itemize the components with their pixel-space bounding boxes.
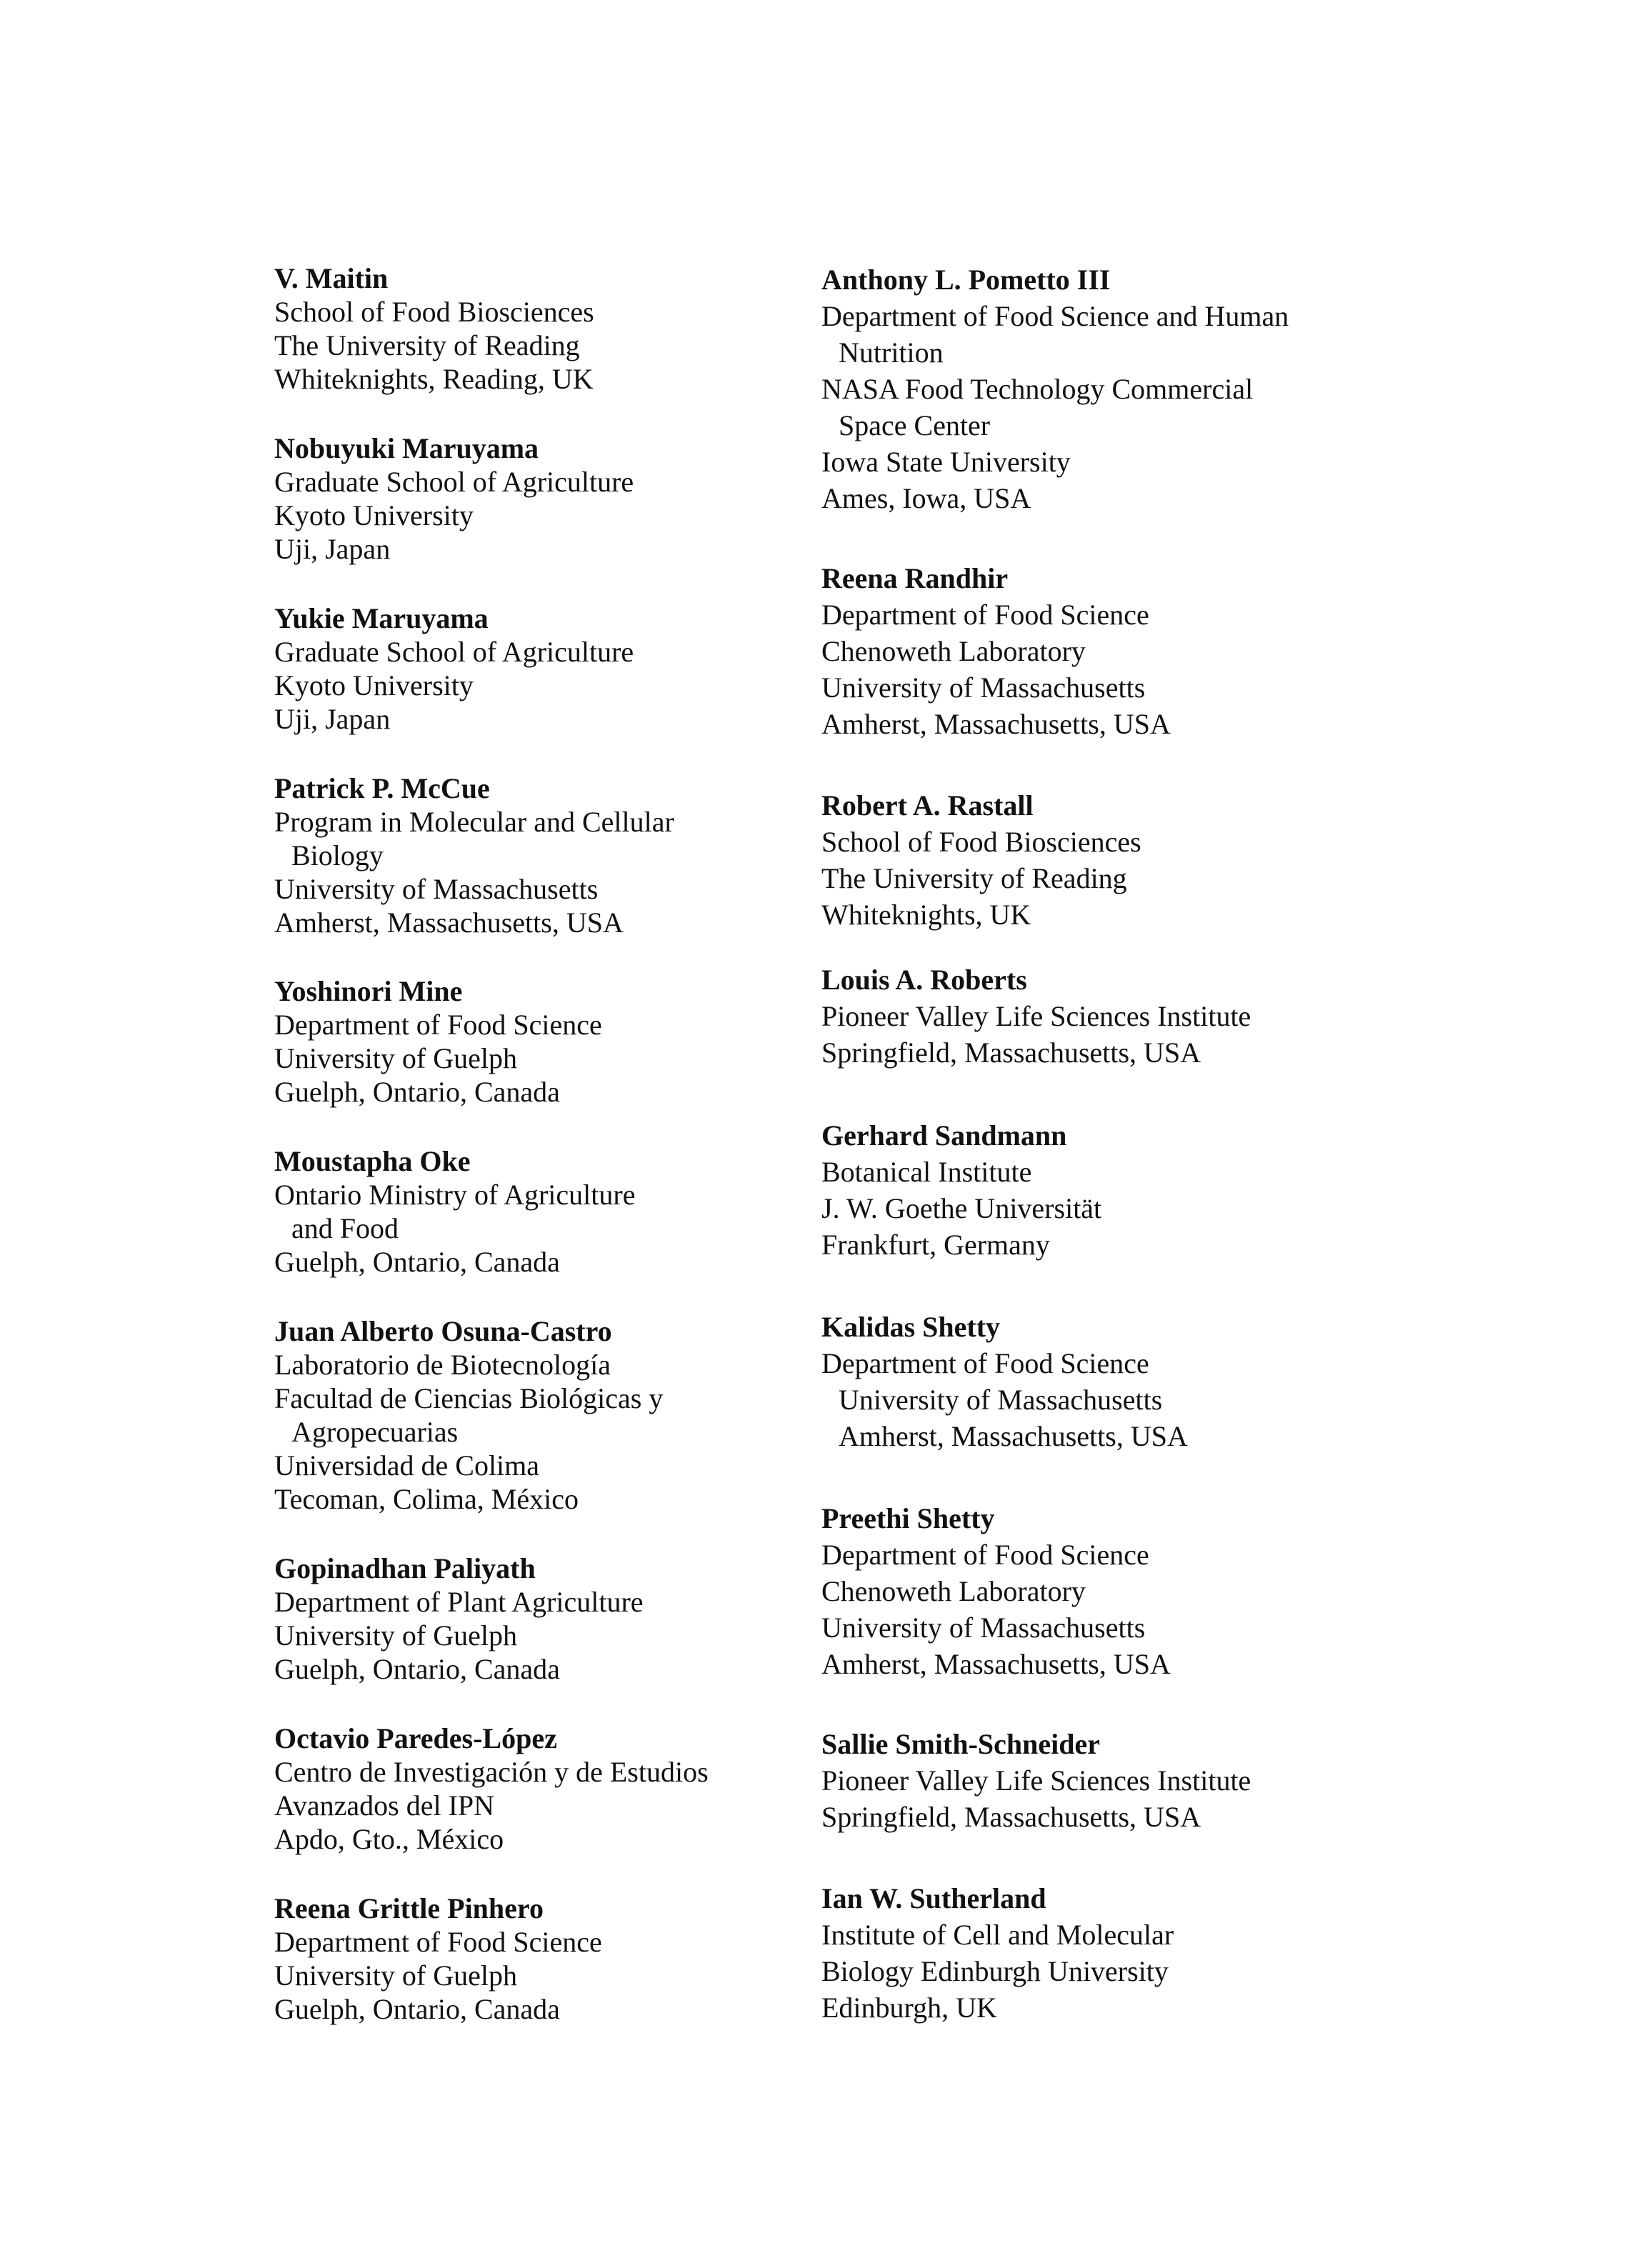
contributor-entry: [274, 1552, 789, 1686]
affiliation-line: Agropecuarias: [291, 1416, 459, 1448]
contributor-entry: [821, 1726, 1393, 1835]
affiliation-line: The University of Reading: [821, 862, 1127, 894]
affiliation-line: Universidad de Colima: [274, 1449, 540, 1482]
contributor-name: Kalidas Shetty: [821, 1311, 1001, 1343]
affiliation-line: Department of Food Science: [274, 1009, 602, 1041]
affiliation-line: Guelph, Ontario, Canada: [274, 1653, 560, 1685]
contributor-entry: [821, 787, 1393, 933]
contributor-entry: [274, 1722, 789, 1856]
affiliation-line: Pioneer Valley Life Sciences Institute: [821, 1000, 1251, 1032]
affiliation-line: Ontario Ministry of Agriculture: [274, 1179, 636, 1211]
affiliation-line: Iowa State University: [821, 446, 1071, 478]
contributor-name: Juan Alberto Osuna-Castro: [274, 1315, 612, 1347]
contributor-name: Preethi Shetty: [821, 1502, 995, 1534]
affiliation-line: Department of Food Science: [274, 1926, 602, 1958]
contributor-entry: [274, 261, 789, 396]
contributor-name: V. Maitin: [274, 262, 389, 294]
contributor-name: Patrick P. McCue: [274, 772, 490, 804]
affiliation-line: Ames, Iowa, USA: [821, 482, 1031, 514]
contributor-entry: [821, 261, 1393, 516]
affiliation-line: Department of Food Science: [821, 599, 1149, 631]
affiliation-line: and Food: [291, 1212, 399, 1244]
affiliation-line: Whiteknights, Reading, UK: [274, 363, 594, 395]
contributor-name: Anthony L. Pometto III: [821, 264, 1111, 296]
affiliation-line: Kyoto University: [274, 499, 474, 531]
contributor-name: Yukie Maruyama: [274, 602, 489, 634]
affiliation-line: University of Massachusetts: [821, 1612, 1146, 1644]
affiliation-line: Department of Food Science and Human: [821, 300, 1289, 332]
affiliation-line: Institute of Cell and Molecular: [821, 1919, 1174, 1951]
contributor-entry: [821, 1880, 1393, 2026]
affiliation-line: University of Guelph: [274, 1619, 517, 1652]
affiliation-line: Amherst, Massachusetts, USA: [839, 1420, 1188, 1452]
affiliation-line: University of Massachusetts: [274, 873, 599, 905]
affiliation-line: Graduate School of Agriculture: [274, 636, 634, 668]
affiliation-line: Tecoman, Colima, México: [274, 1483, 579, 1515]
contributor-entry: [274, 1314, 789, 1516]
affiliation-line: Edinburgh, UK: [821, 1992, 997, 2024]
contributor-name: Octavio Paredes-López: [274, 1722, 557, 1754]
affiliation-line: Uji, Japan: [274, 533, 391, 565]
contributor-entry: [821, 961, 1393, 1071]
contributor-entry: [274, 1892, 789, 2026]
affiliation-line: Biology: [291, 839, 384, 871]
affiliation-line: Frankfurt, Germany: [821, 1229, 1050, 1261]
affiliation-line: University of Massachusetts: [821, 671, 1146, 704]
affiliation-line: University of Guelph: [274, 1959, 517, 1992]
affiliation-line: The University of Reading: [274, 329, 580, 361]
affiliation-line: Laboratorio de Biotecnología: [274, 1349, 611, 1381]
affiliation-line: Guelph, Ontario, Canada: [274, 1076, 560, 1108]
affiliation-line: Program in Molecular and Cellular: [274, 806, 674, 838]
affiliation-line: J. W. Goethe Universität: [821, 1192, 1102, 1224]
affiliation-line: Apdo, Gto., México: [274, 1823, 504, 1855]
contributor-name: Nobuyuki Maruyama: [274, 432, 539, 464]
affiliation-line: Chenoweth Laboratory: [821, 1575, 1086, 1607]
contributor-name: Moustapha Oke: [274, 1145, 471, 1177]
affiliation-line: Centro de Investigación y de Estudios: [274, 1756, 709, 1788]
contributor-entry: [274, 431, 789, 566]
contributor-name: Reena Randhir: [821, 562, 1009, 594]
affiliation-line: Springfield, Massachusetts, USA: [821, 1036, 1201, 1069]
contributor-entry: [821, 1309, 1393, 1454]
affiliation-line: Whiteknights, UK: [821, 899, 1031, 931]
contributor-name: Gopinadhan Paliyath: [274, 1552, 536, 1584]
affiliation-line: Amherst, Massachusetts, USA: [274, 906, 624, 939]
affiliation-line: School of Food Biosciences: [821, 826, 1141, 858]
affiliation-line: Amherst, Massachusetts, USA: [821, 1648, 1171, 1680]
contributor-name: Yoshinori Mine: [274, 975, 463, 1007]
affiliation-line: Uji, Japan: [274, 703, 391, 735]
contributor-entry: [821, 1500, 1393, 1682]
contributor-name: Ian W. Sutherland: [821, 1882, 1046, 1914]
contributor-entry: [274, 771, 789, 939]
affiliation-line: Pioneer Valley Life Sciences Institute: [821, 1764, 1251, 1797]
affiliation-line: Amherst, Massachusetts, USA: [821, 708, 1171, 740]
contributor-name: Reena Grittle Pinhero: [274, 1892, 544, 1924]
affiliation-line: Department of Food Science: [821, 1347, 1149, 1379]
contributor-entry: [274, 1144, 789, 1279]
contributor-name: Gerhard Sandmann: [821, 1119, 1067, 1152]
contributor-name: Sallie Smith-Schneider: [821, 1728, 1101, 1760]
affiliation-line: University of Massachusetts: [839, 1384, 1163, 1416]
affiliation-line: University of Guelph: [274, 1042, 517, 1074]
affiliation-line: Guelph, Ontario, Canada: [274, 1993, 560, 2025]
affiliation-line: Space Center: [839, 409, 991, 441]
contributor-entry: [274, 601, 789, 736]
affiliation-line: NASA Food Technology Commercial: [821, 373, 1254, 405]
affiliation-line: Nutrition: [839, 336, 944, 369]
affiliation-line: Graduate School of Agriculture: [274, 466, 634, 498]
contributor-entry: [821, 1117, 1393, 1263]
affiliation-line: Facultad de Ciencias Biológicas y: [274, 1382, 664, 1414]
affiliation-line: Department of Plant Agriculture: [274, 1586, 644, 1618]
contributor-name: Louis A. Roberts: [821, 964, 1027, 996]
contributor-entry: [274, 974, 789, 1109]
contributor-name: Robert A. Rastall: [821, 789, 1034, 821]
affiliation-line: School of Food Biosciences: [274, 296, 594, 328]
contributor-entry: [821, 560, 1393, 742]
affiliation-line: Biology Edinburgh University: [821, 1955, 1169, 1987]
affiliation-line: Department of Food Science: [821, 1539, 1149, 1571]
affiliation-line: Kyoto University: [274, 669, 474, 701]
affiliation-line: Avanzados del IPN: [274, 1789, 495, 1822]
affiliation-line: Guelph, Ontario, Canada: [274, 1246, 560, 1278]
affiliation-line: Botanical Institute: [821, 1156, 1032, 1188]
affiliation-line: Springfield, Massachusetts, USA: [821, 1801, 1201, 1833]
affiliation-line: Chenoweth Laboratory: [821, 635, 1086, 667]
